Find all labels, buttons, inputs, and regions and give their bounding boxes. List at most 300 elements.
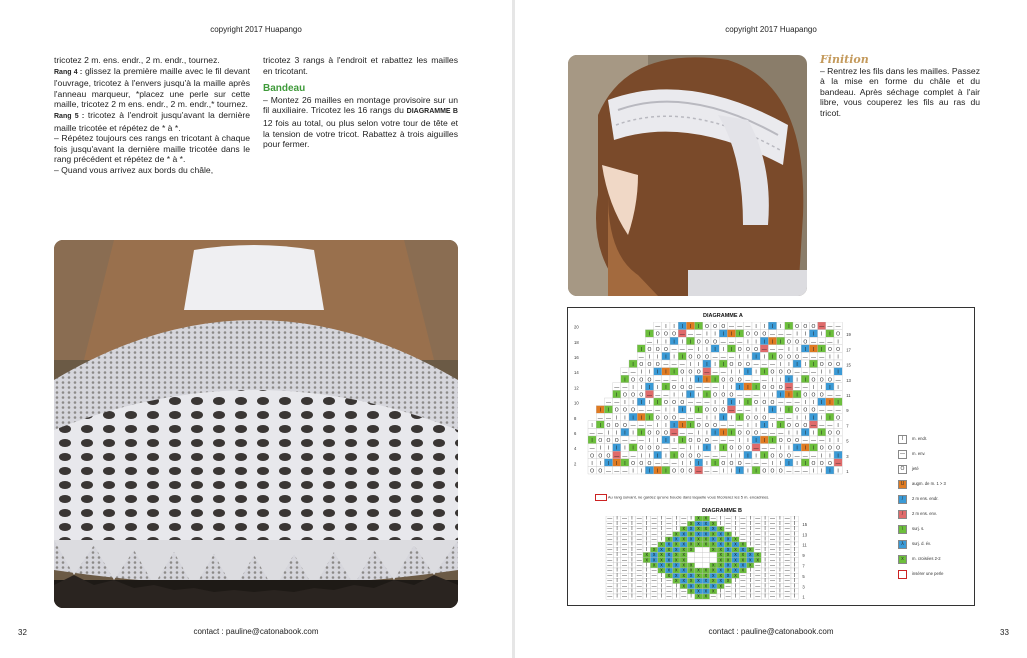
- chart-cell-symbol: I: [690, 593, 692, 600]
- chart-cell-symbol: O: [803, 339, 808, 346]
- chart-cell-symbol: I: [640, 468, 642, 475]
- chart-cell-symbol: I: [734, 593, 737, 600]
- chart-cell-symbol: —: [755, 536, 761, 543]
- chart-cell-symbol: O: [836, 331, 841, 338]
- chart-cell-symbol: I: [646, 520, 648, 527]
- chart-cell-symbol: O: [819, 377, 824, 384]
- chart-cell-symbol: —: [663, 460, 669, 467]
- chart-cell-symbol: —: [614, 468, 620, 475]
- chart-cell-symbol: —: [638, 422, 644, 429]
- headband-photo: [568, 55, 807, 296]
- legend-item: [898, 480, 968, 492]
- chart-cell-symbol: O: [688, 453, 693, 460]
- chart-cell-symbol: I: [689, 407, 692, 414]
- chart-cell-symbol: O: [819, 392, 824, 399]
- chart-cell-symbol: O: [680, 384, 685, 391]
- chart-cell-symbol: O: [819, 445, 824, 452]
- chart-cell-symbol: —: [638, 438, 644, 445]
- chart-cell-symbol: —: [704, 384, 710, 391]
- chart-cell-symbol: x: [682, 526, 685, 533]
- chart-cell-symbol: —: [770, 445, 775, 452]
- chart-cell-symbol: O: [745, 415, 750, 422]
- chart-cell-symbol: —: [710, 516, 716, 522]
- chart-cell-symbol: I: [812, 415, 815, 422]
- chart-cell-symbol: I: [779, 578, 781, 585]
- chart-cell-symbol: —: [729, 422, 734, 429]
- chart-cell-symbol: —: [786, 415, 792, 422]
- chart-cell-symbol: O: [827, 460, 832, 467]
- chart-cell-symbol: I: [837, 453, 839, 460]
- diagramme-a-grid: [572, 322, 882, 492]
- legend-item: [898, 465, 968, 477]
- chart-cell-symbol: I: [779, 520, 781, 527]
- chart-cell-symbol: O: [655, 346, 660, 353]
- chart-cell-symbol: —: [696, 331, 702, 338]
- chart-cell-symbol: I: [681, 407, 683, 414]
- chart-cell-symbol: I: [794, 531, 796, 538]
- chart-cell-symbol: I: [829, 468, 831, 475]
- chart-cell-symbol: —: [622, 531, 627, 538]
- row-label: 16: [574, 355, 579, 360]
- chart-cell-symbol: x: [652, 562, 656, 569]
- chart-cell-symbol: x: [697, 531, 700, 538]
- chart-cell-symbol: —: [794, 384, 800, 391]
- chart-cell-symbol: —: [740, 531, 746, 538]
- chart-cell: [702, 558, 709, 563]
- chart-cell-symbol: —: [740, 583, 746, 590]
- page-number-left: 32: [18, 628, 27, 637]
- header-copyright-right: copyright 2017 Huapango: [725, 25, 817, 34]
- chart-cell-symbol: x: [689, 546, 693, 553]
- chart-cell-symbol: I: [632, 384, 634, 391]
- chart-cell-symbol: O: [836, 445, 841, 452]
- chart-cell-symbol: I: [771, 324, 774, 331]
- chart-cell-symbol: —: [827, 407, 833, 414]
- chart-cell-symbol: O: [745, 445, 750, 452]
- chart-cell-symbol: I: [829, 369, 831, 376]
- row-label: 14: [574, 370, 579, 376]
- chart-cell-symbol: I: [794, 526, 796, 533]
- chart-cell-symbol: I: [796, 460, 798, 467]
- chart-cell-symbol: I: [804, 445, 806, 452]
- chart-cell-symbol: —: [835, 407, 841, 414]
- chart-cell-symbol: x: [689, 541, 693, 548]
- chart-cell-symbol: x: [704, 531, 708, 538]
- chart-cell-symbol: I: [739, 384, 741, 391]
- chart-cell-symbol: —: [835, 460, 841, 467]
- chart-cell-symbol: x: [719, 546, 722, 553]
- chart-cell-symbol: —: [725, 583, 731, 590]
- chart-cell-symbol: I: [648, 415, 651, 422]
- chart-cell-symbol: —: [655, 392, 661, 399]
- chart-cell-symbol: —: [811, 369, 816, 376]
- headband-photo-art: [568, 55, 807, 296]
- chart-cell-symbol: —: [606, 415, 611, 422]
- chart-cell-symbol: I: [779, 557, 781, 564]
- chart-cell-symbol: x: [734, 552, 737, 559]
- chart-cell-symbol: —: [651, 572, 657, 579]
- chart-cell-symbol: —: [784, 567, 790, 574]
- legend-label: surj. s.: [912, 526, 925, 531]
- chart-cell-symbol: —: [755, 593, 761, 600]
- bandeau-heading: Bandeau: [263, 83, 306, 95]
- chart-cell-symbol: —: [647, 407, 652, 414]
- chart-cell-symbol: I: [771, 407, 774, 414]
- rang5-text: tricotez à l'endroit jusqu'avant la dernière maille tricotée et répétez de * à *.: [54, 109, 250, 133]
- chart-cell-symbol: O: [663, 430, 668, 437]
- chart-cell-symbol: O: [704, 422, 709, 429]
- chart-cell-symbol: I: [763, 339, 765, 346]
- chart-cell-symbol: O: [729, 460, 734, 467]
- chart-cell-symbol: O: [590, 453, 595, 460]
- chart-cell-symbol: x: [719, 536, 722, 543]
- chart-cell-symbol: I: [706, 430, 708, 437]
- chart-cell-symbol: I: [681, 438, 683, 445]
- chart-cell-symbol: —: [696, 400, 702, 407]
- chart-cell-symbol: O: [713, 422, 718, 429]
- chart-cell-symbol: I: [673, 438, 675, 445]
- chart-cell-symbol: I: [660, 536, 663, 543]
- chart-cell-symbol: —: [607, 593, 613, 600]
- chart-cell-symbol: I: [829, 354, 831, 361]
- row-label: 1: [846, 469, 849, 474]
- chart-cell-symbol: —: [651, 593, 657, 600]
- chart-cell-symbol: x: [734, 546, 737, 553]
- chart-cell-symbol: x: [675, 557, 678, 564]
- rang4-label: Rang 4 :: [54, 68, 83, 76]
- chart-cell-symbol: I: [837, 422, 839, 429]
- diagramme-b-title: DIAGRAMME B: [702, 508, 743, 514]
- chart-cell-symbol: —: [636, 567, 642, 574]
- chart-cell-symbol: O: [606, 422, 611, 429]
- chart-cell-symbol: O: [704, 339, 709, 346]
- chart-cell-symbol: —: [770, 415, 775, 422]
- chart-cell-symbol: I: [755, 339, 757, 346]
- chart-cell-symbol: O: [795, 324, 800, 331]
- chart-cell-symbol: —: [679, 331, 685, 338]
- text-column-1: [54, 55, 250, 176]
- chart-cell-symbol: x: [675, 536, 678, 543]
- chart-cell-symbol: —: [784, 536, 790, 543]
- chart-cell-symbol: I: [747, 438, 749, 445]
- chart-cell-symbol: x: [726, 572, 730, 579]
- chart-cell-symbol: —: [589, 430, 595, 437]
- row-label: 4: [574, 446, 577, 452]
- chart-cell-symbol: I: [779, 546, 781, 553]
- legend-label: jeté: [912, 466, 919, 471]
- chart-cell-symbol: O: [704, 354, 709, 361]
- shawl-photo: [54, 240, 458, 608]
- chart-cell-symbol: I: [673, 453, 675, 460]
- chart-cell-symbol: x: [689, 531, 693, 538]
- chart-cell-symbol: O: [737, 430, 742, 437]
- chart-cell-symbol: O: [606, 453, 611, 460]
- chart-cell-symbol: I: [780, 377, 782, 384]
- chart-cell-symbol: I: [794, 593, 796, 600]
- chart-cell-symbol: I: [794, 520, 796, 527]
- chart-cell-symbol: O: [762, 331, 767, 338]
- chart-cell-symbol: O: [713, 324, 718, 331]
- chart-cell-symbol: I: [706, 415, 708, 422]
- chart-cell-symbol: I: [681, 377, 683, 384]
- chart-cell-symbol: I: [730, 369, 733, 376]
- chart-cell-symbol: —: [636, 516, 642, 522]
- chart-cell-symbol: I: [599, 445, 601, 452]
- chart-cell-symbol: I: [657, 384, 659, 391]
- chart-cell-symbol: —: [770, 562, 775, 569]
- chart-cell-symbol: I: [763, 354, 765, 361]
- chart-cell-symbol: I: [689, 339, 692, 346]
- chart-cell-symbol: —: [647, 339, 652, 346]
- chart-cell-symbol: x: [749, 562, 752, 569]
- chart-cell-symbol: I: [675, 593, 677, 600]
- chart-cell-symbol: —: [681, 593, 687, 600]
- chart-cell-symbol: I: [821, 369, 823, 376]
- chart-cell-symbol: I: [771, 339, 774, 346]
- chart-cell-symbol: —: [655, 460, 661, 467]
- chart-cell-symbol: I: [681, 392, 683, 399]
- chart-cell-symbol: I: [780, 362, 782, 369]
- chart-cell-symbol: I: [837, 468, 839, 475]
- chart-cell-symbol: I: [657, 422, 659, 429]
- chart-cell-symbol: I: [730, 468, 733, 475]
- chart-cell-symbol: I: [675, 520, 677, 527]
- chart-cell-symbol: I: [714, 415, 716, 422]
- chart-cell-symbol: x: [726, 562, 730, 569]
- chart-cell-symbol: —: [679, 346, 685, 353]
- chart-cell-symbol: —: [622, 384, 628, 391]
- chart-cell-symbol: I: [660, 572, 663, 579]
- chart-cell-symbol: I: [631, 557, 633, 564]
- chart-cell-symbol: I: [749, 526, 751, 533]
- chart-cell-symbol: O: [598, 453, 603, 460]
- chart-cell-symbol: x: [741, 552, 745, 559]
- chart-cell-symbol: I: [796, 331, 798, 338]
- chart-cell-symbol: —: [636, 541, 642, 548]
- chart-cell-symbol: I: [747, 468, 749, 475]
- chart-cell-symbol: I: [681, 354, 683, 361]
- chart-cell-symbol: —: [740, 588, 746, 595]
- paragraph-edges: – Quand vous arrivez aux bords du châle,: [54, 164, 214, 175]
- chart-cell-symbol: —: [784, 546, 790, 553]
- chart-cell-symbol: —: [755, 541, 761, 548]
- chart-cell-symbol: I: [755, 324, 757, 331]
- chart-cell-symbol: I: [657, 468, 659, 475]
- chart-cell-symbol: O: [631, 460, 636, 467]
- chart-cell-symbol: O: [827, 362, 832, 369]
- chart-cell-symbol: I: [764, 572, 766, 579]
- chart-cell-symbol: —: [770, 546, 775, 553]
- chart-cell-symbol: O: [729, 377, 734, 384]
- chart-cell-symbol: —: [710, 593, 716, 600]
- chart-cell-symbol: x: [741, 562, 745, 569]
- chart-cell-symbol: x: [682, 583, 685, 590]
- chart-cell-symbol: x: [667, 557, 671, 564]
- chart-cell-symbol: I: [722, 346, 724, 353]
- chart-cell-symbol: —: [663, 445, 669, 452]
- chart-cell-symbol: I: [764, 526, 766, 533]
- chart-cell-symbol: I: [764, 578, 766, 585]
- chart-cell-symbol: x: [660, 562, 663, 569]
- chart-cell-symbol: I: [689, 445, 692, 452]
- chart-cell-symbol: x: [667, 546, 671, 553]
- chart-cell-symbol: —: [819, 339, 825, 346]
- chart-cell-symbol: I: [624, 445, 626, 452]
- chart-cell-symbol: —: [770, 520, 775, 527]
- chart-cell-symbol: O: [713, 339, 718, 346]
- chart-cell-symbol: I: [764, 583, 766, 590]
- legend-label: surj. d. év.: [912, 541, 932, 546]
- chart-cell-symbol: I: [689, 392, 692, 399]
- chart-cell-symbol: x: [704, 578, 708, 585]
- chart-cell-symbol: I: [714, 362, 716, 369]
- chart-cell-symbol: x: [704, 520, 708, 527]
- chart-cell-symbol: I: [794, 536, 796, 543]
- chart-cell-symbol: I: [794, 557, 796, 564]
- chart-cell-symbol: x: [734, 541, 737, 548]
- chart-cell-symbol: I: [616, 430, 618, 437]
- row-label: 11: [802, 542, 807, 548]
- chart-cell-symbol: I: [689, 324, 692, 331]
- chart-cell-symbol: I: [698, 392, 700, 399]
- chart-cell-symbol: x: [726, 546, 730, 553]
- chart-cell-symbol: x: [734, 562, 737, 569]
- chart-cell-symbol: I: [646, 583, 648, 590]
- chart-cell-symbol: —: [636, 583, 642, 590]
- chart-cell-symbol: I: [794, 552, 796, 559]
- chart-cell-symbol: O: [614, 407, 619, 414]
- chart-cell-symbol: —: [737, 339, 743, 346]
- chart-cell-symbol: I: [624, 430, 626, 437]
- chart-cell-symbol: x: [667, 562, 671, 569]
- chart-cell-symbol: x: [697, 516, 700, 522]
- chart-cell-symbol: O: [762, 400, 767, 407]
- chart-cell-symbol: O: [778, 369, 783, 376]
- chart-cell-symbol: I: [763, 438, 765, 445]
- chart-cell-symbol: I: [673, 339, 675, 346]
- chart-cell-symbol: I: [660, 516, 663, 522]
- row-label: 19: [846, 332, 851, 338]
- chart-cell-symbol: I: [763, 407, 765, 414]
- chart-cell-symbol: —: [636, 552, 642, 559]
- chart-cell-symbol: I: [616, 588, 618, 595]
- chart-cell-symbol: —: [679, 445, 685, 452]
- chart-cell-symbol: x: [719, 583, 722, 590]
- chart-cell-symbol: I: [646, 578, 648, 585]
- chart-cell-symbol: x: [675, 541, 678, 548]
- chart-cell-symbol: —: [737, 324, 743, 331]
- chart-cell-symbol: —: [679, 362, 685, 369]
- chart-cell-symbol: —: [784, 593, 790, 600]
- chart-cell-symbol: I: [796, 392, 798, 399]
- chart-cell-symbol: I: [631, 526, 633, 533]
- chart-cell-symbol: I: [779, 541, 781, 548]
- chart-cell-symbol: I: [631, 541, 633, 548]
- chart-cell-symbol: x: [719, 562, 722, 569]
- chart-cell-symbol: —: [622, 369, 628, 376]
- chart-cell-symbol: I: [665, 324, 667, 331]
- chart-cell-symbol: —: [770, 557, 775, 564]
- chart-cell: [702, 552, 709, 557]
- header-copyright-left: copyright 2017 Huapango: [210, 25, 302, 34]
- chart-cell-symbol: I: [599, 407, 601, 414]
- chart-cell-symbol: x: [697, 593, 700, 600]
- chart-cell-symbol: x: [689, 588, 693, 595]
- chart-cell-symbol: x: [719, 541, 722, 548]
- chart-cell-symbol: I: [660, 588, 663, 595]
- chart-cell-symbol: —: [755, 526, 761, 533]
- chart-cell-symbol: x: [660, 541, 663, 548]
- chart-cell-symbol: —: [784, 531, 790, 538]
- chart-cell-symbol: —: [802, 468, 808, 475]
- chart-cell-symbol: —: [755, 583, 761, 590]
- chart-cell-symbol: —: [755, 588, 761, 595]
- chart-cell-symbol: —: [712, 453, 718, 460]
- chart-cell-symbol: I: [747, 354, 749, 361]
- chart-cell-symbol: x: [726, 567, 730, 574]
- chart-cell-symbol: I: [616, 460, 618, 467]
- chart-cell-symbol: x: [675, 578, 678, 585]
- chart-cell-symbol: —: [712, 354, 718, 361]
- chart-cell-symbol: —: [622, 546, 627, 553]
- chart-cell-symbol: —: [688, 331, 693, 338]
- chart-cell-symbol: x: [689, 578, 693, 585]
- chart-cell-symbol: I: [837, 369, 839, 376]
- chart-cell-symbol: I: [616, 526, 618, 533]
- chart-cell-symbol: x: [719, 572, 722, 579]
- chart-cell-symbol: —: [622, 552, 627, 559]
- legend-symbol-icon: /: [898, 495, 907, 504]
- chart-cell-symbol: I: [714, 400, 716, 407]
- chart-cell-symbol: x: [712, 588, 715, 595]
- chart-cell-symbol: x: [712, 546, 715, 553]
- chart-cell-symbol: I: [788, 460, 790, 467]
- chart-cell-symbol: I: [624, 415, 626, 422]
- chart-cell-symbol: I: [788, 346, 790, 353]
- chart-cell-symbol: I: [698, 407, 700, 414]
- chart-cell-symbol: —: [753, 445, 759, 452]
- chart-cell-symbol: O: [836, 346, 841, 353]
- chart-cell-symbol: I: [675, 583, 677, 590]
- chart-cell-symbol: —: [607, 520, 613, 527]
- chart-cell-symbol: —: [614, 384, 620, 391]
- chart-cell-symbol: —: [614, 400, 620, 407]
- chart-cell-symbol: —: [688, 430, 693, 437]
- chart-cell-symbol: x: [660, 546, 663, 553]
- chart-cell-symbol: I: [646, 588, 648, 595]
- chart-cell-symbol: I: [631, 536, 633, 543]
- chart-cell-symbol: —: [753, 392, 759, 399]
- chart-cell-symbol: I: [730, 400, 733, 407]
- chart-cell-symbol: I: [755, 384, 757, 391]
- legend-symbol-icon: /: [898, 510, 907, 519]
- chart-cell-symbol: —: [589, 445, 595, 452]
- chart-cell-symbol: —: [630, 453, 636, 460]
- chart-cell-symbol: —: [622, 567, 627, 574]
- chart-cell-symbol: —: [786, 468, 792, 475]
- chart-cell-symbol: I: [648, 453, 651, 460]
- chart-cell-symbol: I: [796, 377, 798, 384]
- chart-cell-symbol: x: [712, 567, 715, 574]
- chart-cell-symbol: —: [622, 516, 627, 522]
- chart-cell-symbol: I: [804, 346, 806, 353]
- chart-cell-symbol: O: [754, 430, 759, 437]
- chart-cell-symbol: I: [739, 415, 741, 422]
- chart-cell-symbol: I: [804, 415, 806, 422]
- note-text: Au rang suivant, ne gardez qu'une boucle dans laquelle vous tricoterez les 5 m. encadrées.: [607, 494, 770, 500]
- chart-cell-symbol: I: [821, 400, 823, 407]
- diagramme-b-grid: [596, 516, 836, 606]
